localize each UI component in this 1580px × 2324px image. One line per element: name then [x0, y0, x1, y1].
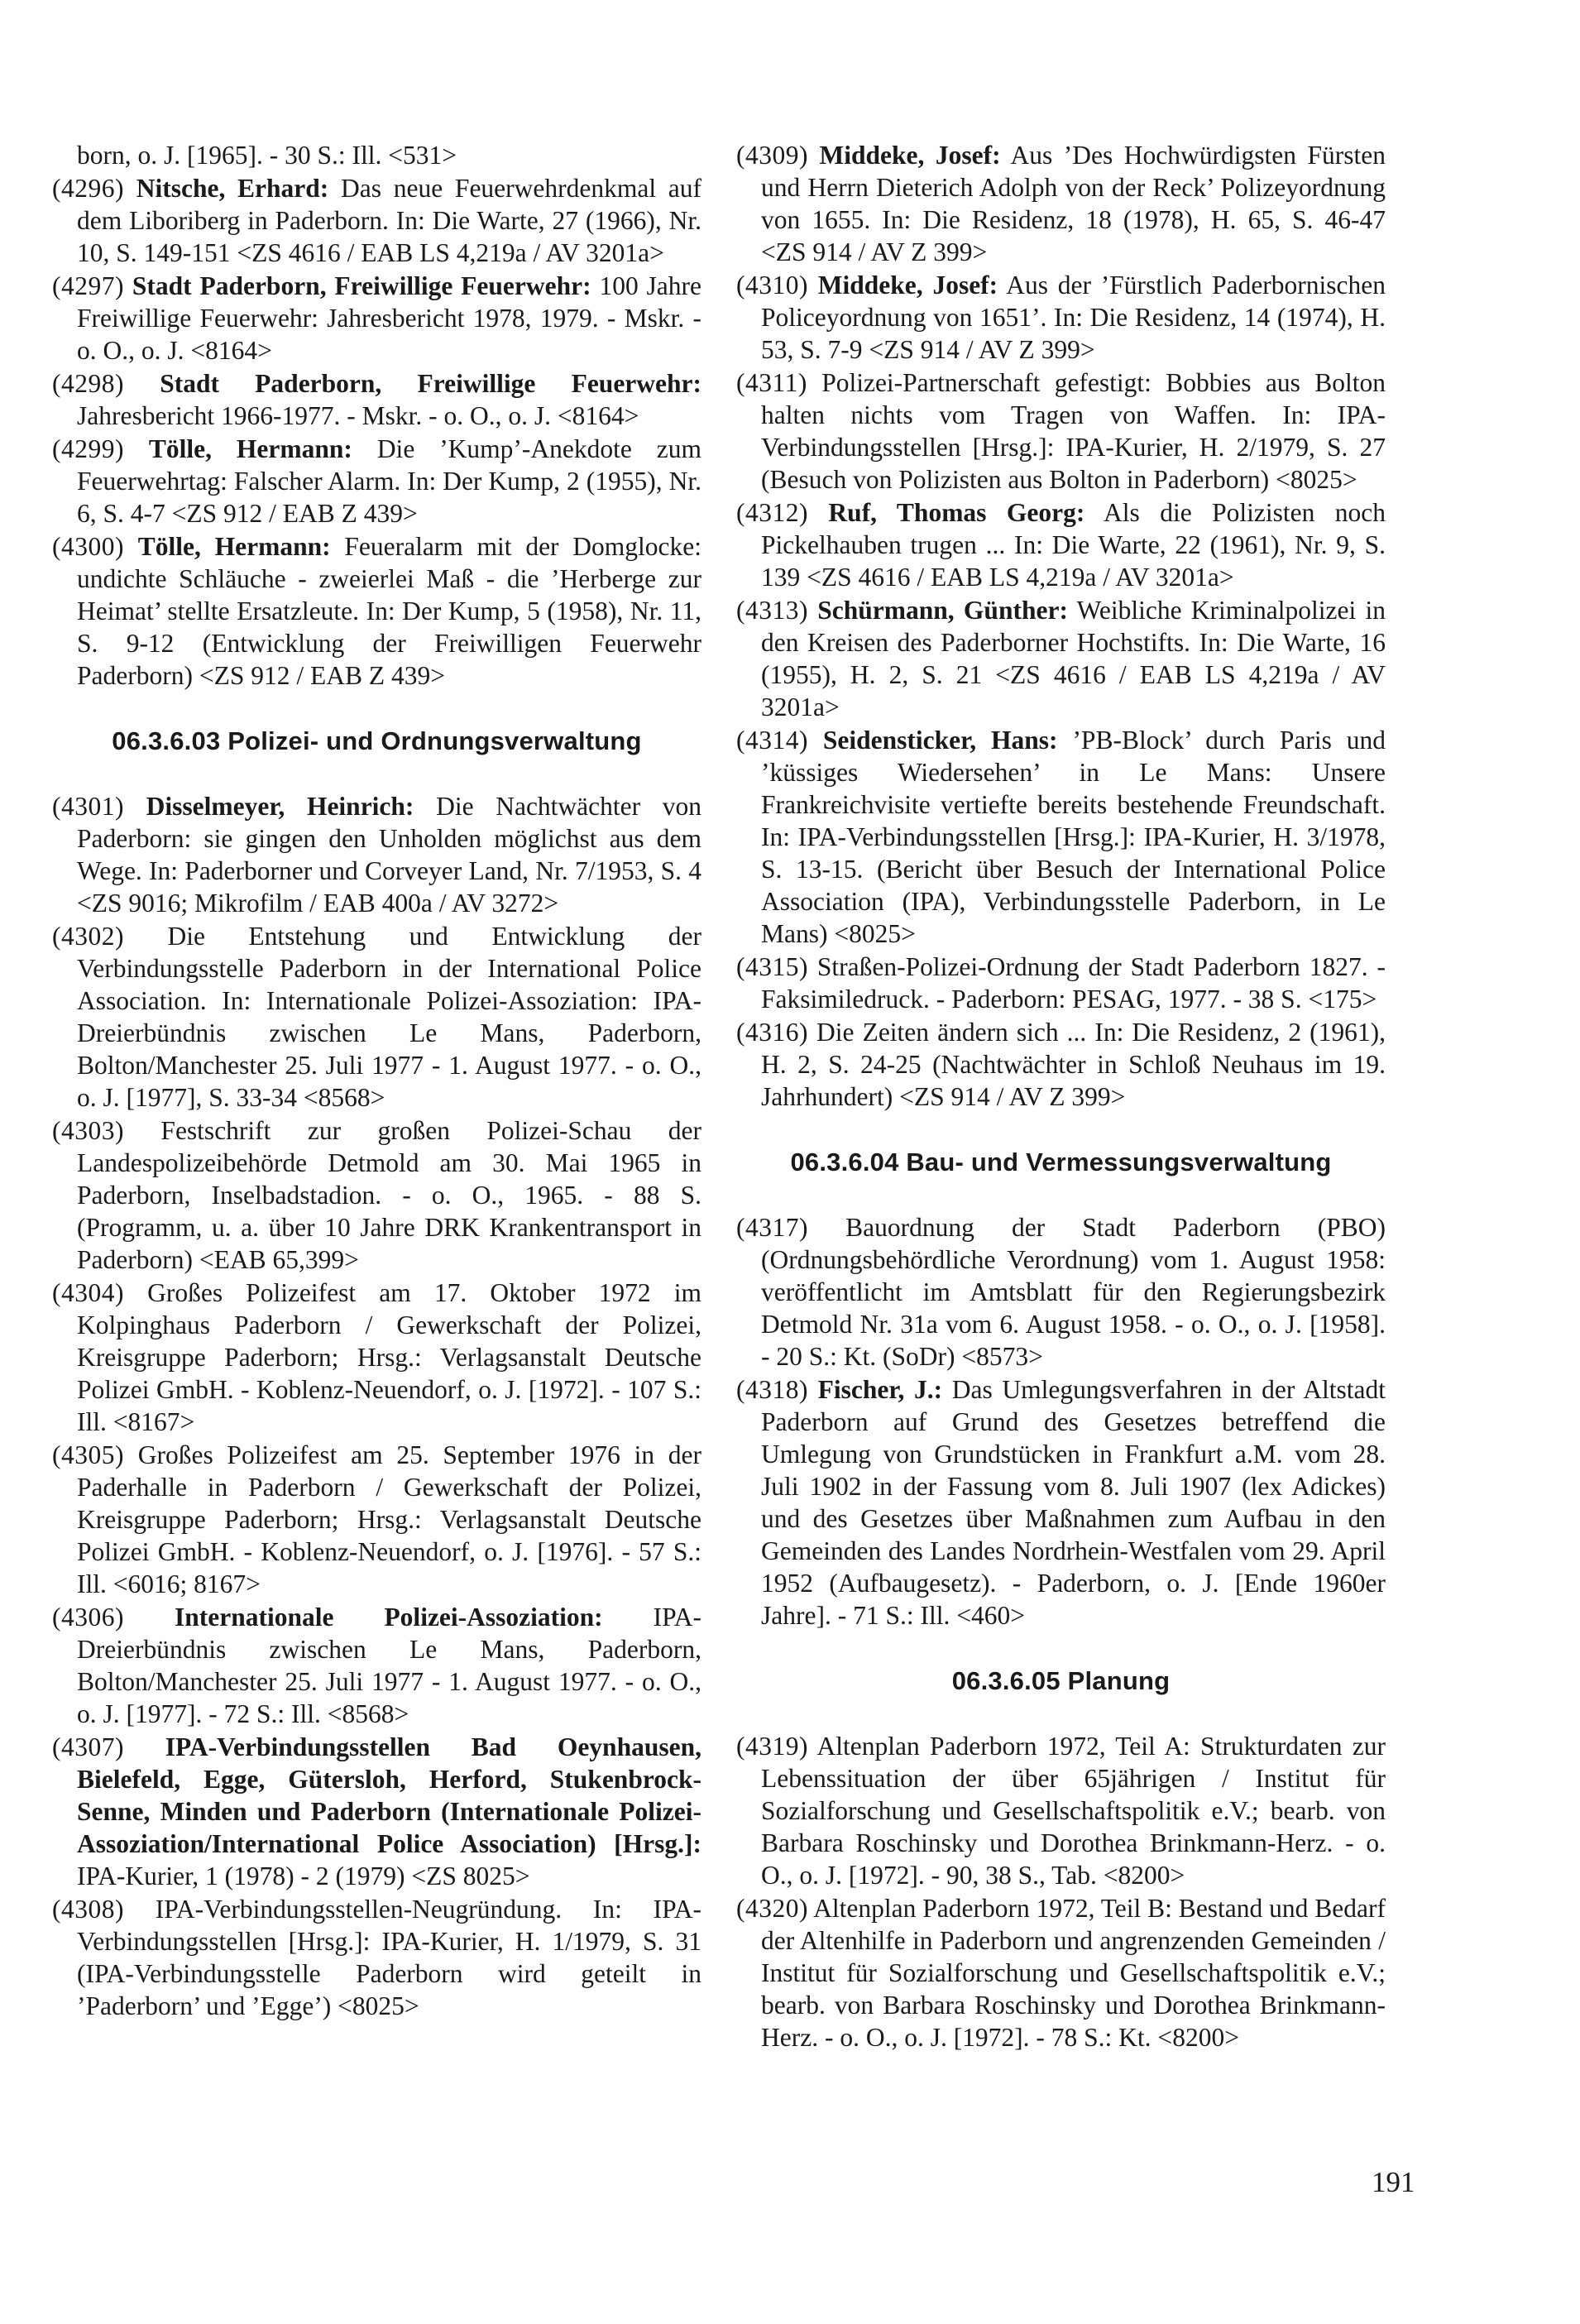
- entry-text: Straßen-Polizei-Ordnung der Stadt Paderborn 1827. - Faksimiledruck. - Paderborn: PESAG, 1977. - 38 S. <175>: [761, 952, 1386, 1013]
- bibliography-entry: [52, 1277, 701, 1438]
- bibliography-entry: [52, 530, 701, 692]
- entry-number: (4310): [736, 271, 808, 299]
- entry-author: Tölle, Hermann:: [148, 434, 352, 463]
- entry-number: (4312): [736, 498, 808, 527]
- bibliography-entry: [736, 496, 1386, 593]
- entry-text: Weibliche Kriminalpolizei in den Kreisen des Paderborner Hochstifts. In: Die Warte, 16 (1955), H. 2, S. 21 <ZS 4616 / EAB LS 4,219a / AV 3201a>: [761, 596, 1386, 721]
- section-heading: 06.3.6.05 Planung: [951, 1666, 1171, 1695]
- entry-number: (4316): [736, 1018, 808, 1047]
- entry-number: (4309): [736, 141, 808, 170]
- entry-text: Die Zeiten ändern sich ... In: Die Residenz, 2 (1961), H. 2, S. 24-25 (Nachtwächter in Schloß Neuhaus im 19. Jahrhundert) <ZS 914 / AV Z 399>: [761, 1018, 1386, 1111]
- bibliography-entry: [736, 1211, 1386, 1373]
- bibliography-entry: [736, 1730, 1386, 1891]
- entry-author: Stadt Paderborn, Freiwillige Feuerwehr:: [132, 271, 591, 300]
- entry-author: Stadt Paderborn, Freiwillige Feuerwehr:: [160, 369, 702, 398]
- entry-number: (4305): [52, 1440, 124, 1469]
- section-heading: 06.3.6.03 Polizei- und Ordnungsverwaltung: [112, 726, 642, 755]
- bibliography-entry: [736, 1373, 1386, 1632]
- entry-number: (4319): [736, 1732, 808, 1761]
- section-heading: 06.3.6.04 Bau- und Vermessungsverwaltung: [790, 1148, 1332, 1176]
- entry-text: IPA-Verbindungsstellen-Neugründung. In: IPA-Verbindungsstellen [Hrsg.]: IPA-Kurier, H. 1/1979, S. 31 (IPA-Verbindungsstelle Paderborn wird geteilt in ’Paderborn’ und ’Egge’) <8025>: [77, 1895, 702, 2020]
- entry-text: Aus ’Des Hochwürdigsten Fürsten und Herrn Dieterich Adolph von der Reck’ Polizeyordnung von 1655. In: Die Residenz, 18 (1978), H. 65, S. 46-47 <ZS 914 / AV Z 399>: [761, 141, 1386, 266]
- bibliography-entry: [52, 433, 701, 529]
- entry-author: Nitsche, Erhard:: [136, 174, 329, 203]
- entry-number: (4313): [736, 596, 808, 625]
- entry-text: Großes Polizeifest am 25. September 1976 in der Paderhalle in Paderborn / Gewerkschaft der Polizei, Kreisgruppe Paderborn; Hrsg.: Verlagsanstalt Deutsche Polizei GmbH. - Koblenz-Neuendorf, o. J. [1976]. - 57 S.: Ill. <6016; 8167>: [77, 1440, 702, 1598]
- entry-text: IPA-Kurier, 1 (1978) - 2 (1979) <ZS 8025>: [77, 1862, 530, 1890]
- entry-text: Die Entstehung und Entwicklung der Verbindungsstelle Paderborn in der International Police Association. In: Internationale Polizei-Assoziation: IPA-Dreierbündnis zwischen Le Mans, Paderborn, Bolton/Manchester 25. Juli 1977 - 1. August 1977. - o. O., o. J. [1977], S. 33-34 <8568>: [77, 922, 701, 1112]
- entry-text: 100 Jahre Freiwillige Feuerwehr: Jahresbericht 1978, 1979. - Mskr. - o. O., o. J. <8164>: [77, 271, 701, 365]
- entry-text: Altenplan Paderborn 1972, Teil B: Bestand und Bedarf der Altenhilfe in Paderborn und angrenzenden Gemeinden / Institut für Sozialforschung und Gesellschaftspolitik e.V.; bearb. von Barbara Roschinsky und Dorothea Brinkmann-Herz. - o. O., o. J. [1972]. - 78 S.: Kt. <8200>: [761, 1894, 1386, 2052]
- entry-number: (4304): [52, 1278, 124, 1307]
- entry-number: (4314): [736, 726, 808, 755]
- entry-author: Middeke, Josef:: [817, 271, 998, 299]
- entry-text: Großes Polizeifest am 17. Oktober 1972 im Kolpinghaus Paderborn / Gewerkschaft der Polizei, Kreisgruppe Paderborn; Hrsg.: Verlagsanstalt Deutsche Polizei GmbH. - Koblenz-Neuendorf, o. J. [1972]. - 107 S.: Ill. <8167>: [77, 1278, 702, 1436]
- bibliography-entry: [52, 1601, 701, 1730]
- entry-number: (4301): [52, 792, 124, 821]
- bibliography-entry: [736, 1892, 1386, 2053]
- entry-text: Jahresbericht 1966-1977. - Mskr. - o. O., o. J. <8164>: [77, 401, 639, 430]
- entry-author: Internationale Polizei-Assoziation:: [174, 1603, 603, 1632]
- entry-author: Disselmeyer, Heinrich:: [146, 792, 414, 821]
- bibliography-entry: [52, 1893, 701, 2022]
- entry-text: Die ’Kump’-Anekdote zum Feuerwehrtag: Falscher Alarm. In: Der Kump, 2 (1955), Nr. 6, S. 4-7 <ZS 912 / EAB Z 439>: [77, 434, 702, 528]
- entry-text: Bauordnung der Stadt Paderborn (PBO) (Ordnungsbehördliche Verordnung) vom 1. August 1958: veröffentlicht im Amtsblatt für den Regierungsbezirk Detmold Nr. 31a vom 6. August 1958. - o. O., o. J. [1958]. - 20 S.: Kt. (SoDr) <8573>: [761, 1213, 1386, 1371]
- entry-number: (4311): [736, 368, 807, 397]
- entry-text: Das neue Feuerwehrdenkmal auf dem Liboriberg in Paderborn. In: Die Warte, 27 (1966), Nr. 10, S. 149-151 <ZS 4616 / EAB LS 4,219a / AV 3201a>: [77, 174, 702, 267]
- entry-number: (4302): [52, 922, 124, 951]
- continued-entry: born, o. J. [1965]. - 30 S.: Ill. <531>: [77, 141, 457, 170]
- bibliography-entry: [52, 367, 701, 432]
- entry-author: Fischer, J.:: [817, 1375, 943, 1404]
- bibliography-entry: [736, 724, 1386, 950]
- bibliography-entry: [52, 1439, 701, 1600]
- bibliography-entry: [736, 594, 1386, 723]
- page-number: 191: [1372, 2166, 1415, 2198]
- bibliography-entry: [736, 367, 1386, 496]
- entry-number: (4307): [52, 1732, 124, 1761]
- bibliography-entry: [52, 790, 701, 919]
- entry-number: (4308): [52, 1895, 124, 1924]
- entry-list: [736, 1211, 1386, 1632]
- entry-list: [52, 790, 701, 2022]
- entry-text: Festschrift zur großen Polizei-Schau der Landespolizeibehörde Detmold am 30. Mai 1965 in Paderborn, Inselbadstadion. - o. O., 1965. - 88 S. (Programm, u. a. über 10 Jahre DRK Krankentransport in Paderborn) <EAB 65,399>: [77, 1116, 701, 1274]
- entry-author: Seidensticker, Hans:: [822, 726, 1058, 755]
- entry-author: Tölle, Hermann:: [137, 532, 331, 561]
- entry-number: (4296): [52, 174, 124, 203]
- bibliography-entry: [52, 920, 701, 1114]
- entry-text: ’PB-Block’ durch Paris und ’küssiges Wiedersehen’ in Le Mans: Unsere Frankreichvisite vertiefte bereits bestehende Freundschaft. In: IPA-Verbindungsstellen [Hrsg.]: IPA-Kurier, H. 3/1978, S. 13-15. (Bericht über Besuch der International Police Association (IPA), Verbindungsstelle Paderborn, in Le Mans) <8025>: [761, 726, 1386, 948]
- bibliography-entry: [52, 172, 701, 269]
- bibliography-entry: [52, 1731, 701, 1892]
- entry-text: Das Umlegungsverfahren in der Altstadt Paderborn auf Grund des Gesetzes betreffend die Umlegung von Grundstücken in Frankfurt a.M. vom 28. Juli 1902 in der Fassung vom 8. Juli 1907 (lex Adickes) und des Gesetzes über Maßnahmen zum Aufbau in den Gemeinden des Landes Nordrhein-Westfalen vom 29. April 1952 (Aufbaugesetz). - Paderborn, o. J. [Ende 1960er Jahre]. - 71 S.: Ill. <460>: [761, 1375, 1386, 1630]
- entry-text: Aus der ’Fürstlich Paderbornischen Policeyordnung von 1651’. In: Die Residenz, 14 (1974), H. 53, S. 7-9 <ZS 914 / AV Z 399>: [761, 271, 1386, 364]
- entry-number: (4299): [52, 434, 124, 463]
- right-column: [736, 139, 1386, 2054]
- entry-number: (4315): [736, 952, 808, 981]
- entry-author: Schürmann, Günther:: [817, 596, 1068, 625]
- entry-text: Polizei-Partnerschaft gefestigt: Bobbies aus Bolton halten nichts vom Tragen von Waffen. In: IPA-Verbindungsstellen [Hrsg.]: IPA-Kurier, H. 2/1979, S. 27 (Besuch von Polizisten aus Bolton in Paderborn) <8025>: [761, 368, 1386, 494]
- bibliography-entry: [736, 1016, 1386, 1113]
- bibliography-entry: [52, 1114, 701, 1276]
- entry-number: (4318): [736, 1375, 808, 1404]
- entry-text: Die Nachtwächter von Paderborn: sie gingen den Unholden möglichst aus dem Wege. In: Paderborner und Corveyer Land, Nr. 7/1953, S. 4 <ZS 9016; Mikrofilm / EAB 400a / AV 3272>: [77, 792, 702, 918]
- entry-list: [52, 172, 701, 692]
- entry-number: (4306): [52, 1603, 124, 1632]
- bibliography-entry: [736, 951, 1386, 1015]
- entry-number: (4297): [52, 271, 124, 300]
- entry-author: IPA-Verbindungsstellen Bad Oeynhausen, Bielefeld, Egge, Gütersloh, Herford, Stukenbrock-Senne, Minden und Paderborn (Internationale Polizei-Assoziation/International Police Association) [Hrsg.]:: [77, 1732, 701, 1858]
- entry-author: Ruf, Thomas Georg:: [828, 498, 1085, 527]
- entry-text: IPA-Dreierbündnis zwischen Le Mans, Paderborn, Bolton/Manchester 25. Juli 1977 - 1. August 1977. - o. O., o. J. [1977]. - 72 S.: Ill. <8568>: [77, 1603, 701, 1728]
- bibliography-entry: [52, 270, 701, 367]
- entry-text: Als die Polizisten noch Pickelhauben trugen ... In: Die Warte, 22 (1961), Nr. 9, S. 139 <ZS 4616 / EAB LS 4,219a / AV 3201a>: [761, 498, 1386, 592]
- left-column: [52, 139, 701, 2023]
- entry-number: (4317): [736, 1213, 808, 1242]
- entry-number: (4320): [736, 1894, 808, 1923]
- entry-author: Middeke, Josef:: [819, 141, 1001, 170]
- bibliography-entry: [736, 139, 1386, 268]
- entry-number: (4300): [52, 532, 124, 561]
- entry-number: (4303): [52, 1116, 124, 1145]
- bibliography-entry: [736, 269, 1386, 366]
- entry-list: [736, 1730, 1386, 2053]
- entry-text: Altenplan Paderborn 1972, Teil A: Strukturdaten zur Lebenssituation der über 65jährigen / Institut für Sozialforschung und Gesellschaftspolitik e.V.; bearb. von Barbara Roschinsky und Dorothea Brinkmann-Herz. - o. O., o. J. [1972]. - 90, 38 S., Tab. <8200>: [761, 1732, 1386, 1890]
- entry-text: Feueralarm mit der Domglocke: undichte Schläuche - zweierlei Maß - die ’Herberge zur Heimat’ stellte Ersatzleute. In: Der Kump, 5 (1958), Nr. 11, S. 9-12 (Entwicklung der Freiwilligen Feuerwehr Paderborn) <ZS 912 / EAB Z 439>: [77, 532, 702, 690]
- entry-list: [736, 139, 1386, 1113]
- entry-number: (4298): [52, 369, 124, 398]
